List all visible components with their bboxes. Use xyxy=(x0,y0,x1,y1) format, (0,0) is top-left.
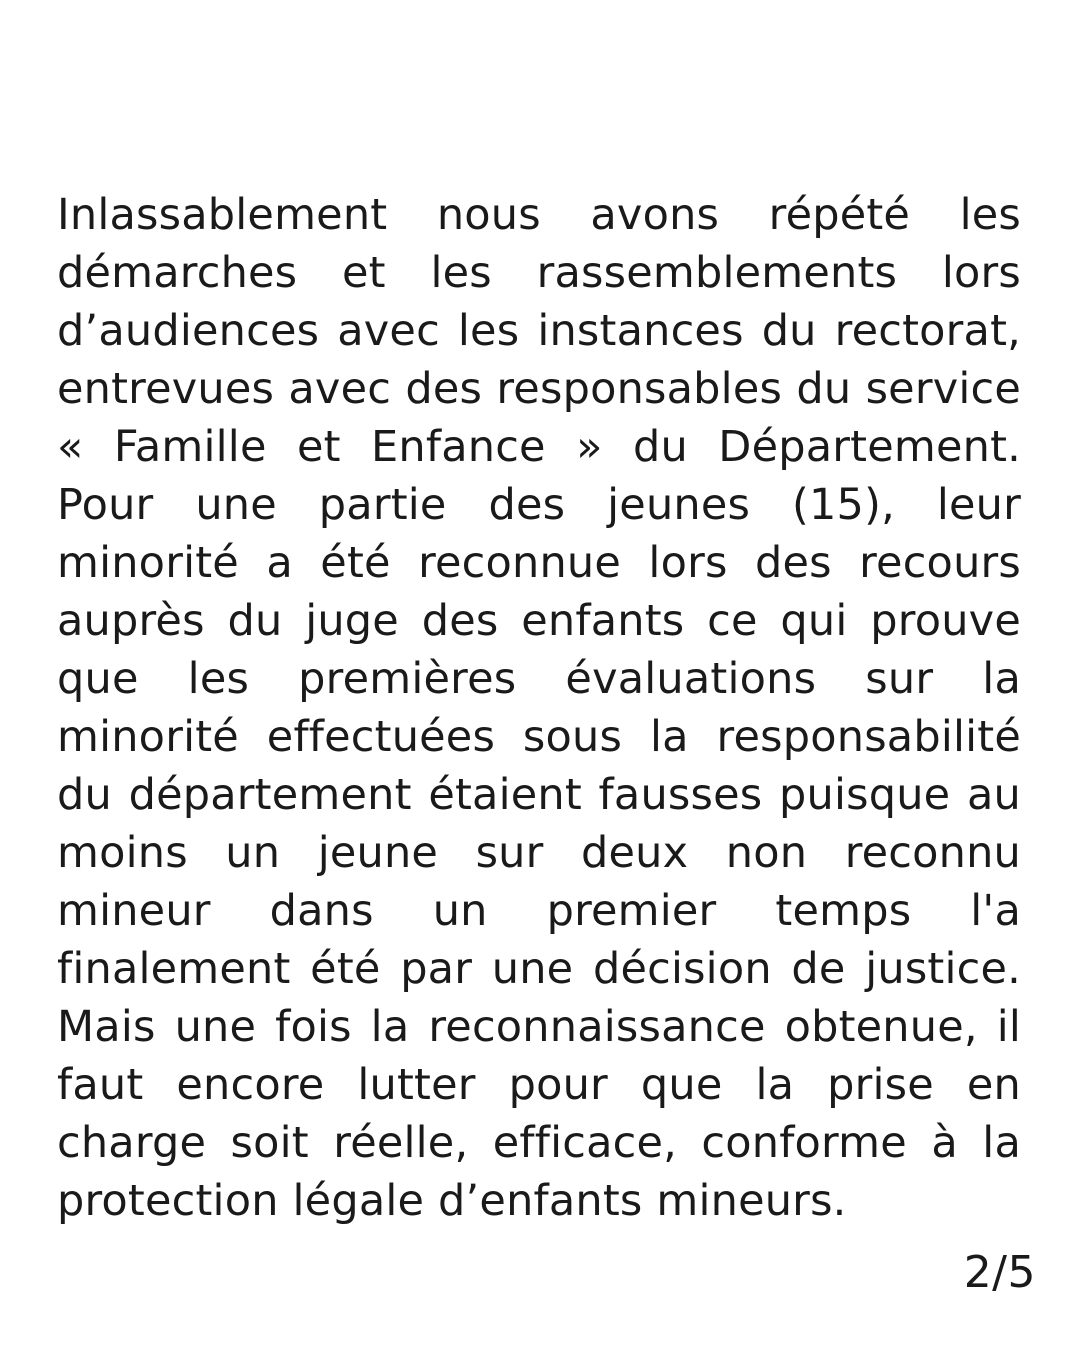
page-indicator: 2/5 xyxy=(963,1247,1036,1298)
body-paragraph: Inlassablement nous avons répété les démarches et les rassemblements lors d’audiences avec les instances du rectorat, entrevues avec des responsables du service « Famille et Enfance » du Département. Pour une partie des jeunes (15), leur minorité a été reconnue lors des recours auprès du juge des enfants ce qui prouve que les premières évaluations sur la minorité effectuées sous la responsabilité du département étaient fausses puisque au moins un jeune sur deux non reconnu mineur dans un premier temps l'a finalement été par une décision de justice. Mais une fois la reconnaissance obtenue, il faut encore lutter pour que la prise en charge soit réelle, efficace, conforme à la protection légale d’enfants mineurs. xyxy=(57,190,1035,1226)
